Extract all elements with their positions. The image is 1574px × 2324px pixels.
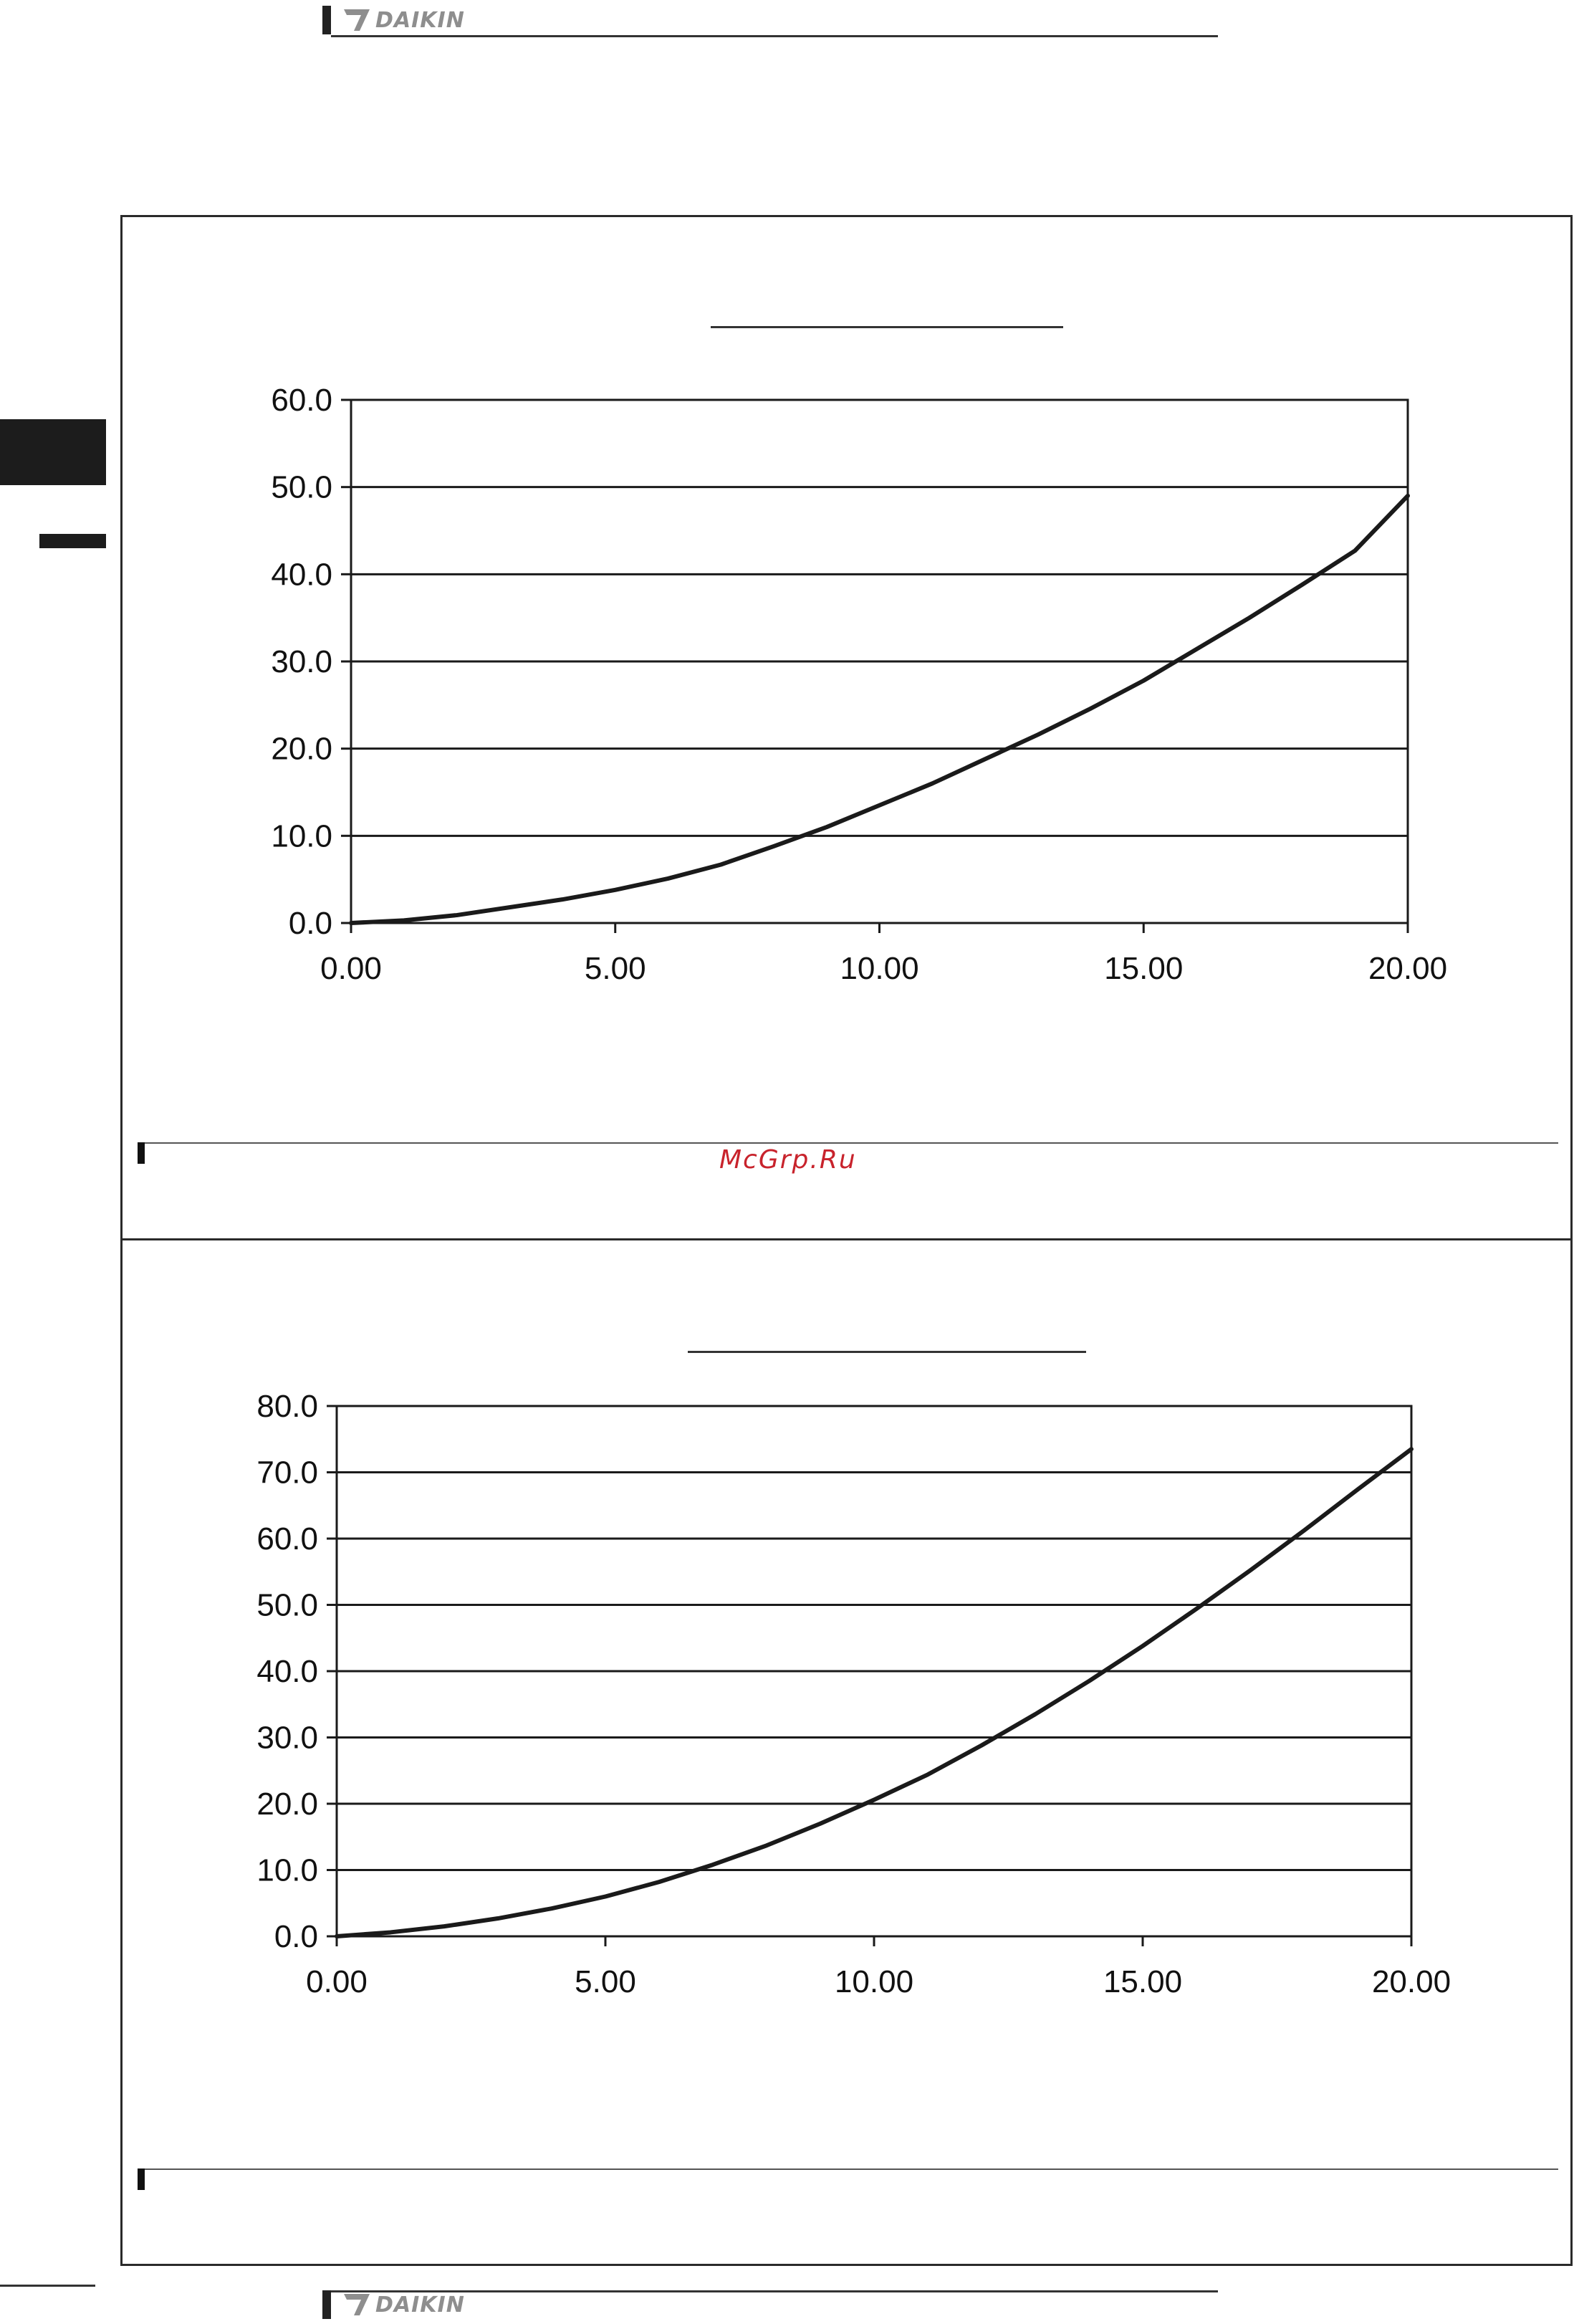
y-tick-label: 60.0 [256, 1521, 318, 1556]
x-tick-label: 0.00 [306, 1964, 368, 1999]
y-tick-label: 10.0 [271, 818, 332, 854]
y-tick-label: 80.0 [256, 1389, 318, 1424]
y-tick-label: 10.0 [256, 1852, 318, 1888]
y-tick-label: 50.0 [271, 469, 332, 505]
y-tick-label: 60.0 [271, 383, 332, 418]
x-tick-label: 15.00 [1103, 1964, 1183, 1999]
daikin-footer-logo [342, 2292, 465, 2318]
section-thumb-dash [39, 534, 106, 548]
footer-marker [322, 2290, 331, 2319]
panel-2-rule [138, 2168, 1558, 2170]
y-tick-label: 0.0 [274, 1919, 318, 1954]
x-tick-label: 15.00 [1104, 951, 1184, 986]
chart-1 [244, 358, 1462, 1018]
footer-brand-text: DAIKIN [375, 2292, 465, 2318]
footer-brand [322, 2290, 1218, 2322]
header-brand-text: DAIKIN [375, 7, 465, 33]
x-tick-label: 0.00 [320, 951, 382, 986]
x-tick-label: 10.00 [834, 1964, 914, 1999]
x-tick-label: 20.00 [1368, 951, 1448, 986]
x-tick-label: 5.00 [584, 951, 646, 986]
y-tick-label: 40.0 [256, 1654, 318, 1689]
daikin-footer-logo-icon [342, 2292, 371, 2317]
chart-2 [229, 1362, 1476, 2035]
y-tick-label: 30.0 [271, 644, 332, 679]
x-tick-label: 5.00 [575, 1964, 636, 1999]
y-tick-label: 30.0 [256, 1720, 318, 1756]
y-tick-label: 20.0 [271, 731, 332, 767]
daikin-logo-icon [342, 8, 371, 32]
y-tick-label: 70.0 [256, 1455, 318, 1491]
section-thumb-tab [0, 419, 106, 485]
y-tick-label: 20.0 [256, 1787, 318, 1822]
figure-divider [120, 1238, 1573, 1240]
footer-left-rule [0, 2285, 95, 2287]
header-marker [322, 6, 331, 34]
header-rule [331, 35, 1218, 37]
panel-2-rule-marker [138, 2168, 145, 2190]
chart-1-title-underline [711, 326, 1063, 328]
y-tick-label: 0.0 [288, 906, 332, 941]
x-tick-label: 20.00 [1371, 1964, 1451, 1999]
footer-rule [331, 2290, 1218, 2292]
x-tick-label: 10.00 [840, 951, 919, 986]
y-tick-label: 40.0 [271, 557, 332, 593]
watermark-text: McGrp.Ru [719, 1145, 857, 1175]
daikin-logo [342, 7, 465, 33]
panel-1-rule-marker [138, 1142, 145, 1164]
y-tick-label: 50.0 [256, 1587, 318, 1623]
header-brand [322, 6, 1218, 37]
chart-2-title-underline [688, 1351, 1086, 1353]
panel-1-rule [138, 1142, 1558, 1144]
